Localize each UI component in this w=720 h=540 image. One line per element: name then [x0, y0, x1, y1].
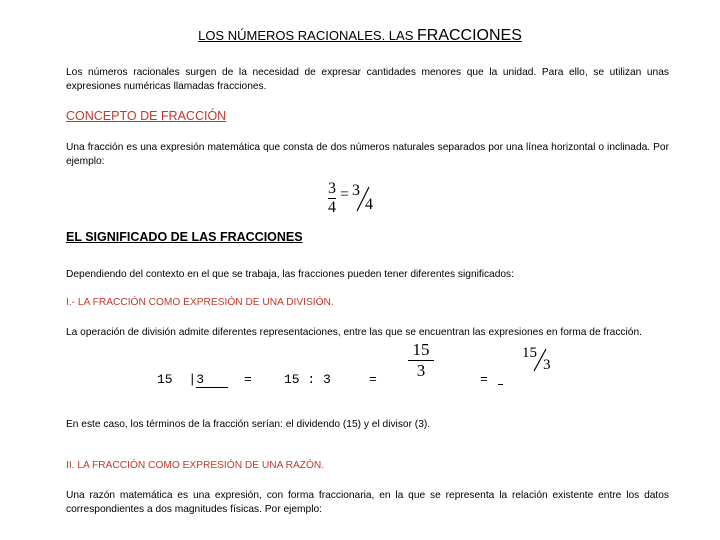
equals-1: =	[244, 372, 252, 387]
inclined-numerator-15: 15	[522, 345, 537, 361]
equals-2: =	[369, 372, 377, 387]
fraction-inclined	[352, 182, 376, 216]
fraction-horizontal	[328, 180, 336, 217]
fraction-denominator-3: 3	[416, 361, 426, 380]
title-main: LOS NÚMEROS RACIONALES. LAS	[198, 28, 417, 43]
title-fracciones: FRACCIONES	[417, 27, 522, 44]
fraction-horizontal-15-3	[408, 340, 434, 381]
significado-paragraph: Dependiendo del contexto en el que se trabaja, las fracciones pueden tener diferentes significados:	[66, 269, 514, 280]
fraction-numerator: 3	[328, 180, 336, 197]
fraction-15-3	[408, 340, 434, 381]
division-paragraph: La operación de división admite diferentes representaciones, entre las que se encuentran las expresiones en forma de fracción.	[66, 327, 642, 338]
underscore-mark	[498, 384, 503, 385]
subheading-division: I.- LA FRACCIÓN COMO EXPRESIÓN DE UNA DIVISIÓN.	[66, 297, 334, 308]
divisor: 3	[196, 372, 228, 388]
inclined-denominator: 4	[365, 195, 374, 213]
fraction-inclined-15-3	[522, 345, 552, 375]
division-notation	[157, 372, 228, 388]
colon-division: 15 : 3	[284, 372, 331, 387]
equals-sign: =	[340, 185, 350, 203]
subheading-razon: II. LA FRACCIÓN COMO EXPRESIÓN DE UNA RAZÓN.	[66, 460, 325, 471]
fraction-example	[328, 180, 376, 217]
concepto-paragraph: Una fracción es una expresión matemática que consta de dos números naturales separados por una línea horizontal o inclinada. Por ejemplo:	[66, 142, 669, 167]
division-terms-paragraph: En este caso, los términos de la fracción serían: el dividendo (15) y el divisor (3).	[66, 419, 431, 430]
heading-concepto: CONCEPTO DE FRACCIÓN	[66, 109, 227, 123]
razon-paragraph: Una razón matemática es una expresión, con forma fraccionaria, en la que se representa la relación existente entre los datos correspondientes a dos magnitudes físicas. Por ejemplo:	[66, 490, 669, 515]
intro-paragraph: Los números racionales surgen de la necesidad de expresar cantidades menores que la unidad. Para ello, se utilizan unas expresiones numéricas llamadas fracciones.	[66, 67, 669, 92]
heading-significado: EL SIGNIFICADO DE LAS FRACCIONES	[66, 230, 303, 244]
inclined-denominator-3: 3	[543, 357, 551, 373]
inclined-numerator: 3	[352, 181, 361, 199]
fraction-denominator: 4	[328, 199, 336, 216]
division-separator: |	[188, 372, 197, 387]
equals-3: =	[480, 372, 488, 387]
page-title	[0, 27, 720, 45]
dividend: 15	[157, 372, 173, 387]
fraction-numerator-15: 15	[412, 340, 430, 359]
